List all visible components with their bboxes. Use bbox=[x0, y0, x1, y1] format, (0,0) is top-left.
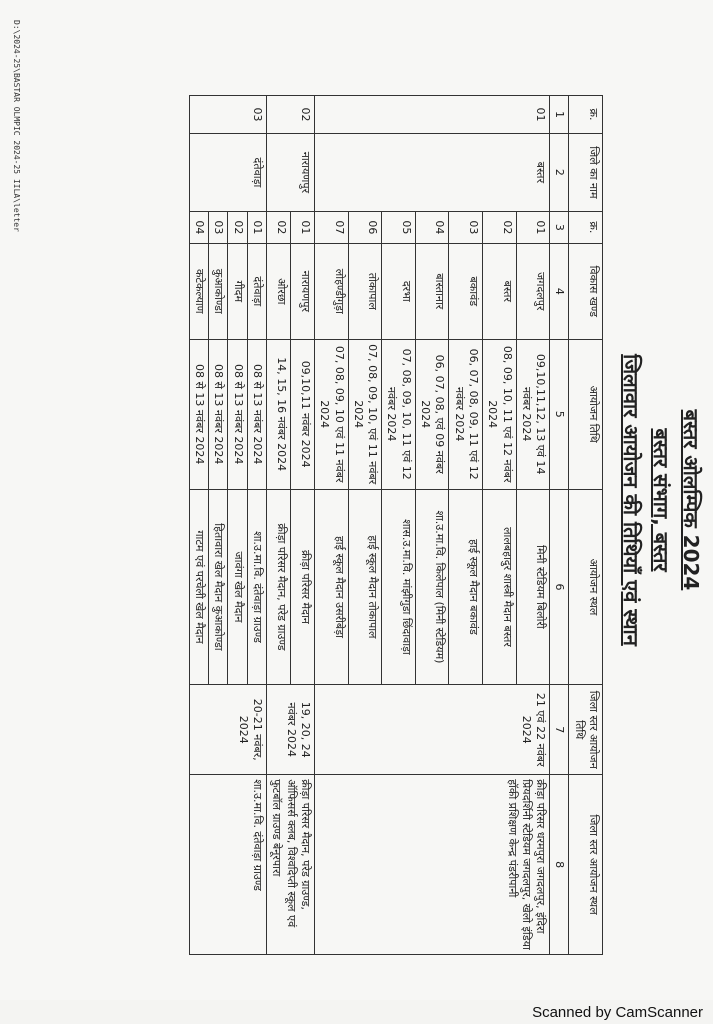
col-number: 4 bbox=[550, 243, 569, 339]
block-no: 06 bbox=[348, 211, 382, 243]
district-no: 03 bbox=[189, 96, 266, 134]
col-header: आयोजन स्थल bbox=[569, 489, 603, 685]
event-date: 06, 07, 08, एवं 09 नवंबर 2024 bbox=[415, 339, 449, 489]
col-header: जिला स्तर आयोजन स्थल bbox=[569, 775, 603, 955]
file-path-footer: D:\2024-25\BASTAR OLMPIC 2024-25 IILA\letter bbox=[12, 20, 21, 232]
event-venue: हाई स्कूल मैदान तोकापाल bbox=[348, 489, 382, 685]
col-header: जिला स्तर आयोजन तिथि bbox=[569, 685, 603, 775]
event-venue: हितावारा खेल मैदान कुआकोण्डा bbox=[209, 489, 228, 685]
district-name: दंतेवाड़ा bbox=[189, 133, 266, 211]
block-no: 04 bbox=[415, 211, 449, 243]
block-name: बकावंड bbox=[449, 243, 483, 339]
event-date: 07, 08, 09, 10, 11 एवं 12 नवंबर 2024 bbox=[382, 339, 416, 489]
district-name: बस्तर bbox=[314, 133, 549, 211]
event-venue: जावंगा खेल मैदान bbox=[228, 489, 247, 685]
event-date: 08 से 13 नवंबर 2024 bbox=[247, 339, 266, 489]
block-no: 02 bbox=[228, 211, 247, 243]
block-name: जगदलपुर bbox=[516, 243, 550, 339]
header-number-row bbox=[550, 96, 569, 955]
event-date: 09,10,11 नवंबर 2024 bbox=[291, 339, 315, 489]
event-venue: क्रीड़ा परिसर मैदान, परेड ग्राउण्ड bbox=[267, 489, 291, 685]
block-no: 01 bbox=[291, 211, 315, 243]
event-date: 08 से 13 नवंबर 2024 bbox=[189, 339, 208, 489]
event-date: 07, 08, 09, 10 एवं 11 नवंबर 2024 bbox=[314, 339, 348, 489]
block-no: 03 bbox=[449, 211, 483, 243]
district-venue: क्रीड़ा परिसर धरमपुरा जगदलपुर, इंदिरा प्रियदर्शिनी स्टेडियम जगदलपुर, खेलो इंडिया हॉकी प्रशिक्षण केन्द्र पंडरीपानी bbox=[314, 775, 549, 955]
block-no: 01 bbox=[247, 211, 266, 243]
title-line-2: बस्तर संभाग, बस्तर bbox=[649, 428, 673, 572]
district-date: 19, 20, 24 नवंबर 2024 bbox=[267, 685, 315, 775]
block-name: बस्तर bbox=[482, 243, 516, 339]
district-date: 20-21 नवंबर, 2024 bbox=[189, 685, 266, 775]
event-venue: लालबहादुर शास्त्री मैदान बस्तर bbox=[482, 489, 516, 685]
block-name: नारायणपुर bbox=[291, 243, 315, 339]
event-date: 06, 07, 08, 09, 11 एवं 12 नवंबर 2024 bbox=[449, 339, 483, 489]
camscanner-watermark: Scanned by CamScanner bbox=[532, 1004, 703, 1021]
event-venue: शा.उ.मा.वि. दंतेवाड़ा ग्राउण्ड bbox=[247, 489, 266, 685]
table-row bbox=[247, 96, 266, 955]
block-name: गीदम bbox=[228, 243, 247, 339]
col-header: विकास खण्ड bbox=[569, 243, 603, 339]
col-header: आयोजन तिथि bbox=[569, 339, 603, 489]
block-no: 05 bbox=[382, 211, 416, 243]
block-name: दंतेवाड़ा bbox=[247, 243, 266, 339]
block-no: 01 bbox=[516, 211, 550, 243]
title-line-1: बस्तर ओलम्पिक 2024 bbox=[679, 409, 703, 591]
col-number: 8 bbox=[550, 775, 569, 955]
table-row bbox=[516, 96, 550, 955]
col-header: क्र. bbox=[569, 96, 603, 134]
district-venue: शा.उ.मा.वि. दंतेवाड़ा ग्राउण्ड bbox=[189, 775, 266, 955]
event-venue: क्रीड़ा परिसर मैदान bbox=[291, 489, 315, 685]
district-no: 02 bbox=[267, 96, 315, 134]
event-venue: गाटम एवं परचेली खेल मैदान bbox=[189, 489, 208, 685]
event-venue: शास.उ.मा.वि. मांझीगुडा छिंदावाड़ा bbox=[382, 489, 416, 685]
event-date: 14, 15, 16 नवंबर 2024 bbox=[267, 339, 291, 489]
schedule-table bbox=[189, 95, 603, 955]
block-name: लोहण्डीगुड़ा bbox=[314, 243, 348, 339]
title-line-3: जिलावार आयोजन की तिथियाँ एवं स्थान bbox=[619, 354, 643, 646]
block-no: 02 bbox=[267, 211, 291, 243]
district-no: 01 bbox=[314, 96, 549, 134]
block-name: ओरछा bbox=[267, 243, 291, 339]
block-name: कटेकल्याण bbox=[189, 243, 208, 339]
col-header: क्र. bbox=[569, 211, 603, 243]
block-no: 07 bbox=[314, 211, 348, 243]
district-venue: क्रीड़ा परिसर मैदान, परेड ग्राउण्ड, ऑफिसर्स क्लब, विश्वदिप्ती स्कूल एवं फुटबॉल ग्राउण्ड बेनूरपारा bbox=[267, 775, 315, 955]
block-no: 02 bbox=[482, 211, 516, 243]
block-name: तोकापाल bbox=[348, 243, 382, 339]
col-header: जिले का नाम bbox=[569, 133, 603, 211]
block-name: दरभा bbox=[382, 243, 416, 339]
col-number: 5 bbox=[550, 339, 569, 489]
event-date: 09,10,11,12, 13 एवं 14 नवंबर 2024 bbox=[516, 339, 550, 489]
event-venue: हाई स्कूल मैदान उसरीबेड़ा bbox=[314, 489, 348, 685]
col-number: 2 bbox=[550, 133, 569, 211]
event-date: 08, 09, 10, 11 एवं 12 नवंबर 2024 bbox=[482, 339, 516, 489]
event-venue: मिनी स्टेडियम बिलोरी bbox=[516, 489, 550, 685]
col-number: 6 bbox=[550, 489, 569, 685]
district-date: 21 एवं 22 नवंबर 2024 bbox=[314, 685, 549, 775]
block-no: 03 bbox=[209, 211, 228, 243]
col-number: 7 bbox=[550, 685, 569, 775]
district-name: नारायणपुर bbox=[267, 133, 315, 211]
block-name: बास्तानार bbox=[415, 243, 449, 339]
block-no: 04 bbox=[189, 211, 208, 243]
table-row bbox=[291, 96, 315, 955]
event-venue: हाई स्कूल मैदान बकावंड bbox=[449, 489, 483, 685]
event-date: 07, 08, 09, 10, एवं 11 नवंबर 2024 bbox=[348, 339, 382, 489]
event-venue: शा.उ.मा.वि. किलेपाल (मिनी स्टेडियम) bbox=[415, 489, 449, 685]
col-number: 3 bbox=[550, 211, 569, 243]
col-number: 1 bbox=[550, 96, 569, 134]
event-date: 08 से 13 नवंबर 2024 bbox=[209, 339, 228, 489]
block-name: कुआकोण्डा bbox=[209, 243, 228, 339]
header-row bbox=[569, 96, 603, 955]
event-date: 08 से 13 नवंबर 2024 bbox=[228, 339, 247, 489]
